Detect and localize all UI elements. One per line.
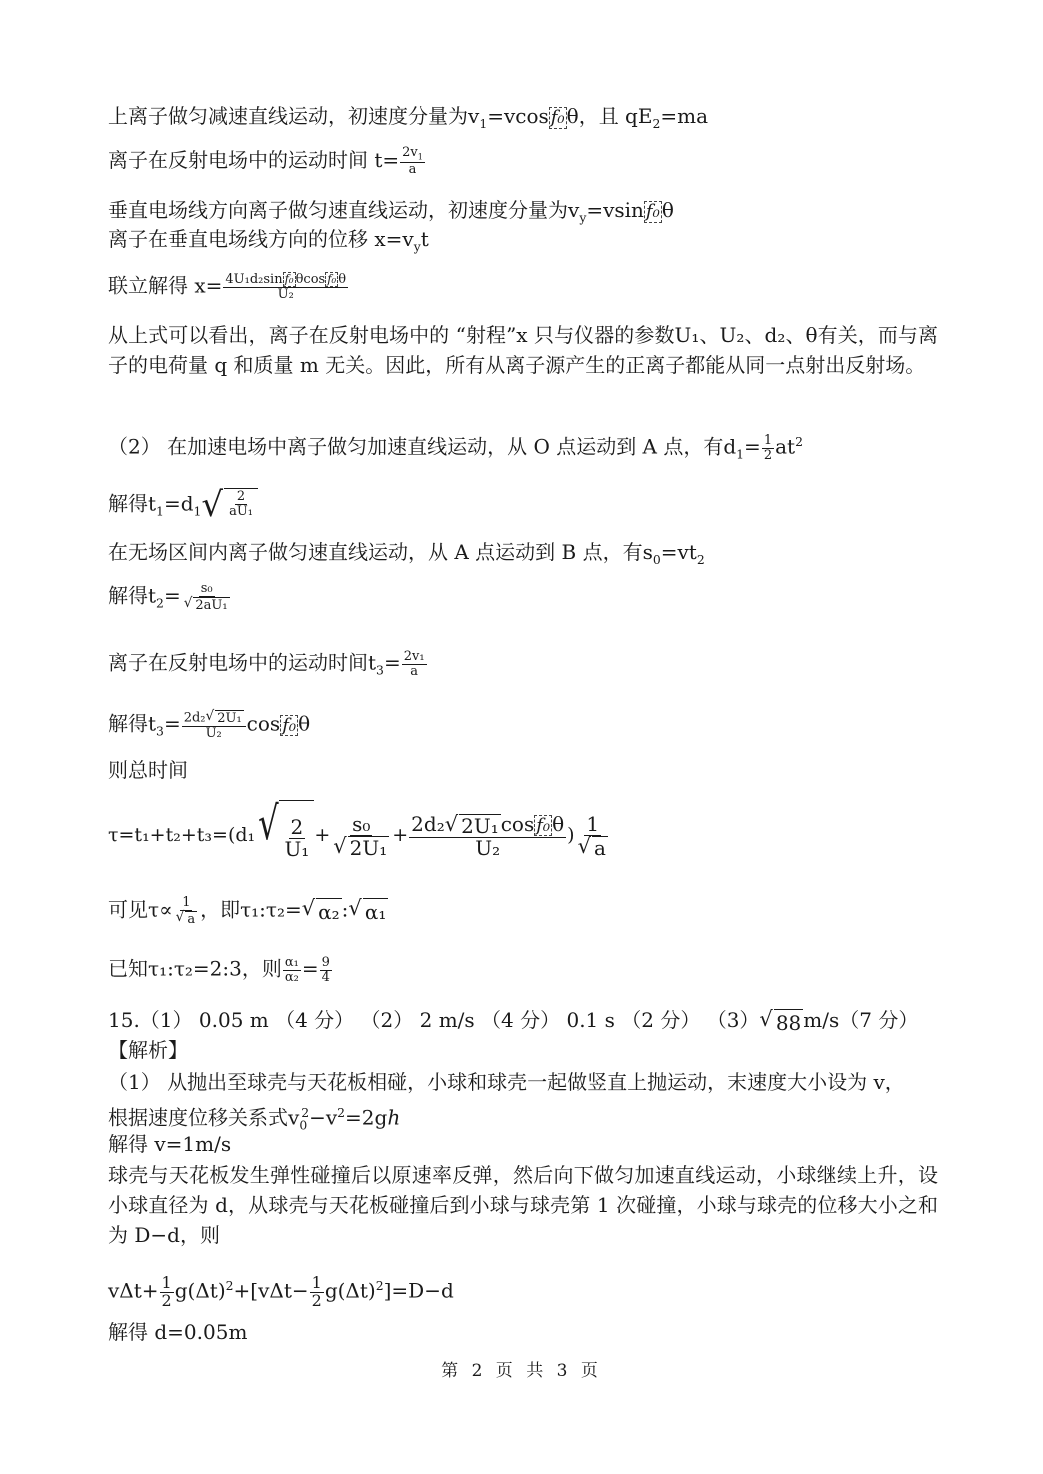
fraction: $\frac{2}{\text{U₁}}$: [284, 814, 310, 861]
solution-line: 离子在反射电场中的运动时间$t_3=$ $\frac{\text{2v₁}}{a}$: [108, 649, 425, 679]
solution-line: 离子在垂直电场线方向的位移 $x=v_yt$: [108, 227, 429, 254]
square-root: √ $\frac{2}{\text{aU₁}}$: [201, 488, 258, 522]
fraction: $\frac{2v_1}{a}$: [402, 145, 423, 178]
fraction: 1 √ a: [175, 895, 196, 927]
solution-line: 解得$t_3=$ 2d₂ √ 2U₁ U₂ cos f₀ θ: [108, 708, 311, 741]
fraction: s₀ √ 2aU₁: [183, 581, 228, 613]
solution-line: 在无场区间内离子做匀速直线运动，从 A 点运动到 B 点，有$s_0=vt_2$: [108, 540, 705, 567]
fraction: s₀ √ 2U₁: [333, 811, 388, 860]
solution-line: 解得 d=0.05m: [108, 1320, 248, 1344]
fraction: $\frac{1}{2}$: [763, 433, 773, 463]
solution-paragraph: 从上式可以看出，离子在反射电场中的 “射程”x 只与仪器的参数U₁、U₂、d₂、θ有关，而与离子的电荷量 q 和质量 m 无关。因此，所有从离子源产生的正离子都能从同一点射出反射场。: [108, 323, 938, 377]
fraction: $\frac{9}{4}$: [321, 955, 330, 985]
solution-line: 解得$t_1=d_1$ √ $\frac{2}{\text{aU₁}}$: [108, 488, 938, 524]
solution-paragraph: 球壳与天花板发生弹性碰撞后以原速率反弹，然后向下做匀加速直线运动，小球继续上升，设小球直径为 d，从球壳与天花板碰撞后到小球与球壳第 1 次碰撞，小球与球壳的位移大小之和为 D−d，则: [108, 1163, 938, 1247]
solution-line: （2） 在加速电场中离子做匀加速直线运动，从 O 点运动到 A 点，有$d_1=$ $\frac{1}{2}$ $at^2$: [108, 433, 803, 463]
fraction: 1 √ a: [577, 811, 606, 860]
analysis-heading: 【解析】: [108, 1038, 188, 1062]
missing-glyph-box: f₀: [327, 272, 337, 286]
solution-line: 可见τ∝ 1 √ a ，即τ₁:τ₂= √ α₂ : √ α₁: [108, 895, 387, 927]
solution-line: 离子在反射电场中的运动时间 t= $\frac{2v_1}{a}$: [108, 145, 423, 178]
solution-line: （1） 从抛出至球壳与天花板相碰，小球和球壳一起做竖直上抛运动，末速度大小设为 v，: [108, 1070, 905, 1094]
missing-glyph-box: f₀: [284, 272, 294, 286]
square-root: √ $\frac{2}{\text{U₁}}$: [255, 800, 314, 872]
displacement-equation: vΔt+ $\frac{1}{2}$ $g(\Delta t)^2+[v\Delta t-$ $\frac{1}{2}$ $g(\Delta t)^2]=D-d$: [108, 1272, 454, 1310]
solution-line: 解得 v=1m/s: [108, 1132, 232, 1156]
fraction: $\frac{2}{\text{aU₁}}$: [229, 489, 253, 519]
fraction: $\frac{\text{α₁}}{\text{α₂}}$: [284, 955, 299, 985]
solution-line: 联立解得 x= $\frac{\text{4U₁d₂sin f₀ θcos f₀ θ}}{\text{U₂}}$: [108, 272, 347, 302]
solution-line: 垂直电场线方向离子做匀速直线运动，初速度分量为$v_y=vsin$ f₀ θ: [108, 198, 674, 225]
solution-line: 上离子做匀减速直线运动，初速度分量为$v_1=vcos$ f₀ θ，且 $qE_2=ma$: [108, 104, 709, 131]
fraction: 2d₂ √ 2U₁ cos f₀ θ U₂: [411, 811, 565, 860]
fraction: $\frac{1}{2}$: [161, 1272, 172, 1310]
missing-glyph-box: f₀: [550, 107, 565, 128]
missing-glyph-box: f₀: [282, 714, 297, 736]
solution-line: 已知τ₁:τ₂=2:3，则 $\frac{\text{α₁}}{\text{α₂}}$ = $\frac{9}{4}$: [108, 955, 330, 985]
total-time-formula: τ=t₁+t₂+t₃=(d₁ √ $\frac{2}{\text{U₁}}$ + s₀ √ 2U₁ + 2d₂ √ 2U₁ cos f₀ θ U₂ ) 1 √ a: [108, 800, 938, 870]
fraction: $\frac{1}{2}$: [311, 1272, 322, 1310]
answer-summary: 15.（1） 0.05 m （4 分） （2） 2 m/s （4 分） 0.1 s （2 分） （3） √ 88 m/s（7 分）: [108, 1006, 919, 1035]
fraction: $\frac{\text{4U₁d₂sin f₀ θcos f₀ θ}}{\text{U₂}}$: [225, 272, 347, 302]
solution-line: 根据速度位移关系式$v_0^2-v^2=2gℎ$: [108, 1105, 401, 1133]
page-footer: 第 2 页 共 3 页: [441, 1361, 602, 1381]
solution-line: 解得$t_2=$ s₀ √ 2aU₁: [108, 582, 938, 616]
missing-glyph-box: f₀: [536, 814, 551, 836]
solution-line: 则总时间: [108, 758, 188, 782]
fraction: 2d₂ √ 2U₁ U₂: [182, 710, 246, 740]
missing-glyph-box: f₀: [645, 201, 660, 222]
fraction: $\frac{\text{2v₁}}{a}$: [403, 649, 425, 679]
